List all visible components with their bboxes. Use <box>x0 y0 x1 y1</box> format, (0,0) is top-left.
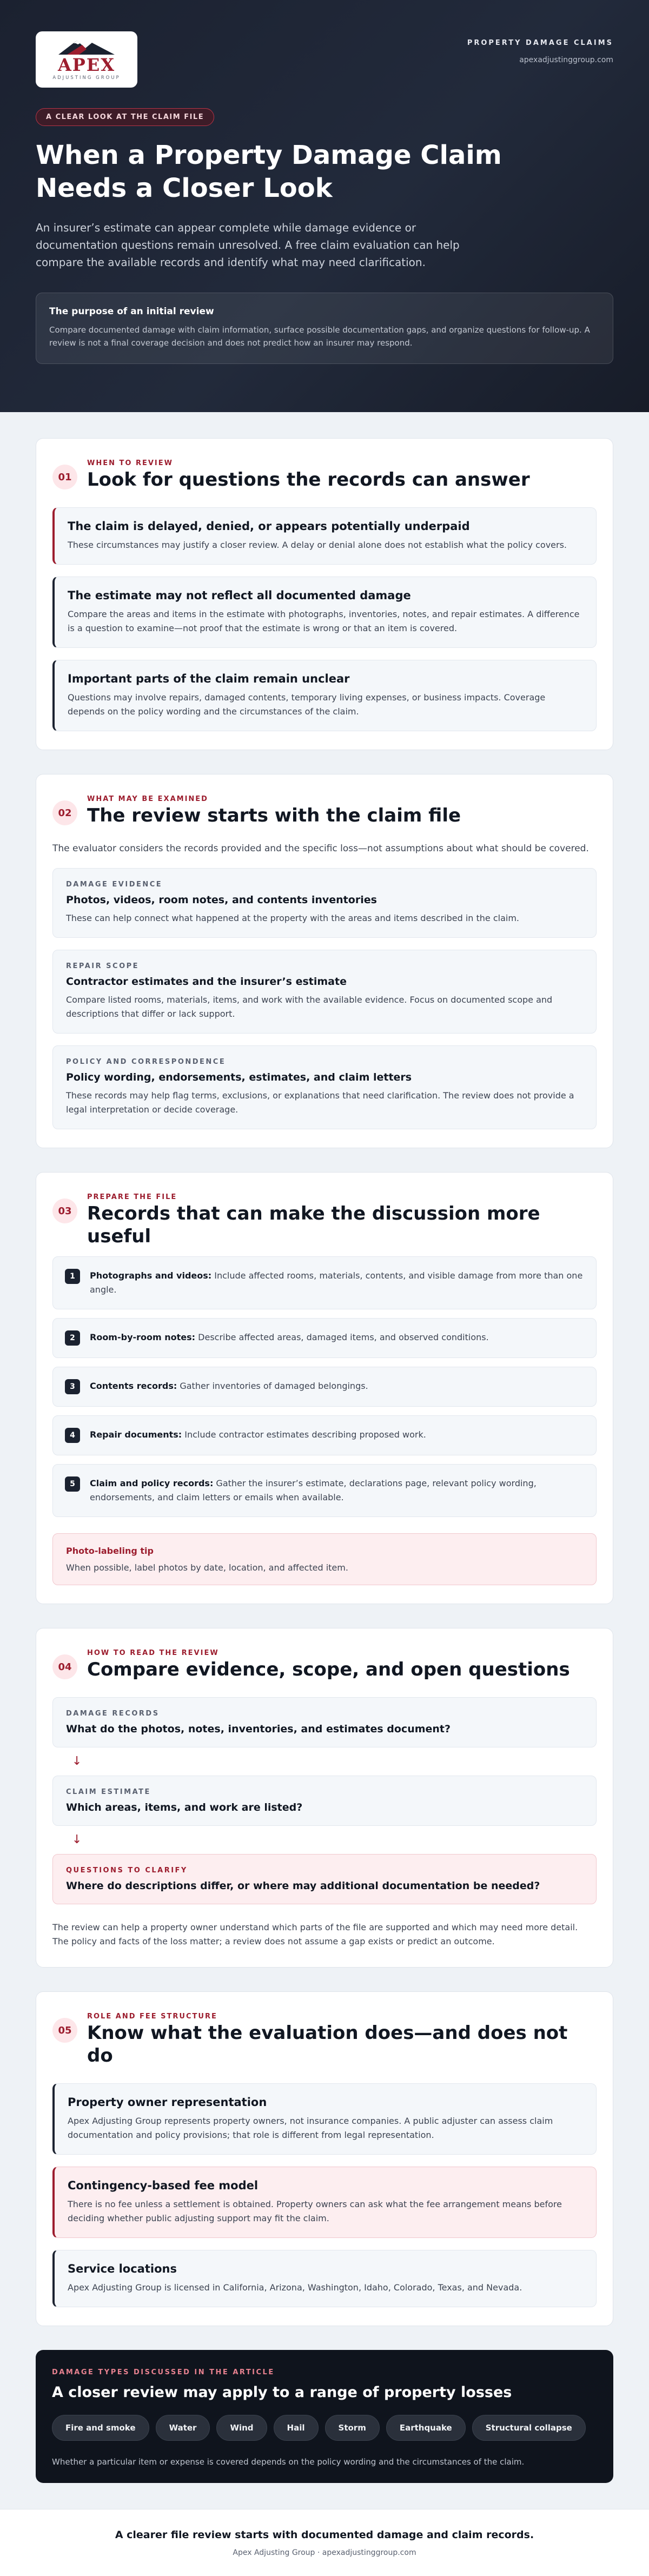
examined-item-label: POLICY AND CORRESPONDENCE <box>66 1058 226 1066</box>
review-item-text: Questions may involve repairs, damaged contents, temporary living expenses, or business impacts. Coverage depends on the policy wording and the circumstances of the claim. <box>68 692 546 717</box>
damage-kicker: DAMAGE TYPES DISCUSSED IN THE ARTICLE <box>52 2368 275 2376</box>
step-text: Include contractor estimates describing proposed work. <box>182 1429 426 1440</box>
flow-step-text: Which areas, items, and work are listed? <box>66 1802 303 1813</box>
step-text: Gather the insurer’s estimate, declarations page, relevant policy wording, endorsements, and claim letters or emails when available. <box>90 1478 537 1502</box>
section-intro: The evaluator considers the records provided and the specific loss—not assumptions about what should be covered. <box>52 843 589 854</box>
section-number: 01 <box>52 465 77 489</box>
section-title: The review starts with the claim file <box>87 805 461 826</box>
record-step <box>52 1464 597 1517</box>
examined-item-title: Photos, videos, room notes, and contents inventories <box>66 894 377 906</box>
flow-step-text: Where do descriptions differ, or where may additional documentation be needed? <box>66 1880 540 1892</box>
step-number: 4 <box>65 1428 80 1443</box>
section-kicker: WHEN TO REVIEW <box>87 459 173 467</box>
step-label: Contents records: <box>90 1381 177 1391</box>
damage-tag: Structural collapse <box>472 2415 586 2441</box>
step-number: 1 <box>65 1269 80 1284</box>
section-role-and-fee <box>36 1991 613 2326</box>
logo-wordmark: APEX <box>57 55 116 75</box>
page-title: When a Property Damage Claim Needs a Closer Look <box>36 140 502 203</box>
examined-item-text: These can help connect what happened at the property with the areas and items described in the claim. <box>66 913 520 923</box>
step-label: Repair documents: <box>90 1429 182 1440</box>
record-step <box>52 1318 597 1358</box>
section-prepare-the-file <box>36 1172 613 1604</box>
examined-item <box>52 1045 597 1129</box>
role-item <box>52 2250 597 2307</box>
section-title: Look for questions the records can answer <box>87 469 530 491</box>
flow-step-label: CLAIM ESTIMATE <box>66 1788 151 1796</box>
flow-note: The review can help a property owner understand which parts of the file are supported and which may need more detail. The policy and facts of the loss matter; a review does not assume a gap exists or predict an outcome. <box>52 1922 578 1946</box>
damage-tag-list <box>52 2415 597 2446</box>
review-item <box>52 660 597 731</box>
section-kicker: HOW TO READ THE REVIEW <box>87 1649 219 1657</box>
damage-tag: Storm <box>325 2415 380 2441</box>
examined-item-title: Policy wording, endorsements, estimates, and claim letters <box>66 1071 412 1083</box>
hero-note-box <box>36 293 613 364</box>
step-number: 3 <box>65 1379 80 1394</box>
hero-lead: An insurer’s estimate can appear complete while damage evidence or documentation questions remain unresolved. A free claim evaluation can help compare the available records and identify what may need clarification. <box>36 221 460 269</box>
section-when-to-review <box>36 438 613 750</box>
photo-tip-box <box>52 1533 597 1585</box>
step-label: Room-by-room notes: <box>90 1332 196 1342</box>
tip-text: When possible, label photos by date, location, and affected item. <box>66 1562 348 1573</box>
hero-note-title: The purpose of an initial review <box>49 306 214 317</box>
damage-tag: Hail <box>274 2415 319 2441</box>
flow-step-label: DAMAGE RECORDS <box>66 1710 160 1718</box>
record-step <box>52 1415 597 1455</box>
role-item-title: Property owner representation <box>68 2096 267 2109</box>
flow-step <box>52 1697 597 1747</box>
damage-tag: Water <box>156 2415 210 2441</box>
mountain-logo-icon <box>54 38 119 55</box>
examined-item-label: DAMAGE EVIDENCE <box>66 880 163 889</box>
hero-category: PROPERTY DAMAGE CLAIMS <box>467 39 613 47</box>
section-title: Know what the evaluation does—and does not do <box>87 2022 568 2067</box>
page-footer <box>0 2509 649 2576</box>
section-number: 05 <box>52 2018 77 2043</box>
section-kicker: PREPARE THE FILE <box>87 1193 177 1201</box>
role-item-text: There is no fee unless a settlement is obtained. Property owners can ask what the fee arrangement means before deciding whether public adjusting support may fit the claim. <box>68 2199 562 2223</box>
section-title: Compare evidence, scope, and open questions <box>87 1659 570 1680</box>
role-item <box>52 2083 597 2155</box>
tip-title: Photo-labeling tip <box>66 1546 154 1556</box>
record-step <box>52 1256 597 1309</box>
section-what-may-be-examined <box>36 774 613 1148</box>
damage-tag: Wind <box>216 2415 267 2441</box>
role-item-text: Apex Adjusting Group represents property owners, not insurance companies. A public adjuster can assess claim documentation and policy provisions; that role is different from legal representation. <box>68 2116 553 2140</box>
section-title: Records that can make the discussion more useful <box>87 1203 540 1247</box>
arrow-down-icon: ↓ <box>72 1754 82 1768</box>
logo-subtitle: ADJUSTING GROUP <box>52 75 121 81</box>
step-text: Describe affected areas, damaged items, and observed conditions. <box>195 1332 489 1342</box>
hero-site-link[interactable]: apexadjustinggroup.com <box>519 56 613 64</box>
flow-step-text: What do the photos, notes, inventories, and estimates document? <box>66 1723 451 1735</box>
examined-item-text: These records may help flag terms, exclusions, or explanations that need clarification. The review does not provide a legal interpretation or decide coverage. <box>66 1090 574 1115</box>
step-text: Include affected rooms, materials, contents, and visible damage from more than one angle. <box>90 1270 583 1295</box>
examined-item-label: REPAIR SCOPE <box>66 962 140 970</box>
section-number: 03 <box>52 1198 77 1223</box>
review-item-title: The claim is delayed, denied, or appears potentially underpaid <box>68 520 470 533</box>
flow-step-label: QUESTIONS TO CLARIFY <box>66 1866 188 1875</box>
examined-item-title: Contractor estimates and the insurer’s estimate <box>66 976 347 988</box>
review-item <box>52 507 597 565</box>
hero <box>0 0 649 412</box>
section-kicker: ROLE AND FEE STRUCTURE <box>87 2012 217 2021</box>
main-content <box>0 412 649 2509</box>
examined-item <box>52 950 597 1034</box>
examined-item-text: Compare listed rooms, materials, items, and work with the available evidence. Focus on documented scope and descriptions that differ or lack support. <box>66 995 553 1019</box>
review-item-title: Important parts of the claim remain unclear <box>68 672 350 685</box>
damage-note: Whether a particular item or expense is covered depends on the policy wording and the circumstances of the claim. <box>52 2457 525 2467</box>
review-item <box>52 577 597 648</box>
footer-tagline: A clearer file review starts with documented damage and claim records. <box>115 2529 534 2541</box>
role-item-text: Apex Adjusting Group is licensed in California, Arizona, Washington, Idaho, Colorado, Texas, and Nevada. <box>68 2282 522 2293</box>
examined-item <box>52 868 597 938</box>
damage-tag: Fire and smoke <box>52 2415 149 2441</box>
hero-pill-badge: A CLEAR LOOK AT THE CLAIM FILE <box>36 108 214 126</box>
role-item <box>52 2167 597 2238</box>
section-number: 02 <box>52 800 77 825</box>
flow-step <box>52 1854 597 1904</box>
section-number: 04 <box>52 1654 77 1679</box>
step-number: 5 <box>65 1476 80 1492</box>
section-how-to-read <box>36 1628 613 1968</box>
company-logo[interactable] <box>36 31 137 88</box>
role-item-title: Service locations <box>68 2262 177 2275</box>
arrow-down-icon: ↓ <box>72 1833 82 1846</box>
review-item-text: Compare the areas and items in the estimate with photographs, inventories, notes, and repair estimates. A difference is a question to examine—not proof that the estimate is wrong or that an item is covered. <box>68 609 580 633</box>
damage-title: A closer review may apply to a range of property losses <box>52 2384 512 2401</box>
role-item-title: Contingency-based fee model <box>68 2179 259 2192</box>
damage-types-panel <box>36 2350 613 2483</box>
step-label: Claim and policy records: <box>90 1478 214 1488</box>
hero-note-text: Compare documented damage with claim information, surface possible documentation gaps, and organize questions for follow-up. A review is not a final coverage decision and does not predict how an insurer may respond. <box>49 325 590 348</box>
footer-company[interactable]: Apex Adjusting Group · apexadjustinggroup.com <box>233 2548 416 2557</box>
record-step <box>52 1367 597 1407</box>
review-item-text: These circumstances may justify a closer review. A delay or denial alone does not establish what the policy covers. <box>68 540 567 550</box>
step-text: Gather inventories of damaged belongings. <box>177 1381 368 1391</box>
step-label: Photographs and videos: <box>90 1270 212 1281</box>
damage-tag: Earthquake <box>386 2415 466 2441</box>
section-kicker: WHAT MAY BE EXAMINED <box>87 795 208 803</box>
step-number: 2 <box>65 1330 80 1346</box>
review-item-title: The estimate may not reflect all documented damage <box>68 589 411 602</box>
flow-step <box>52 1776 597 1826</box>
